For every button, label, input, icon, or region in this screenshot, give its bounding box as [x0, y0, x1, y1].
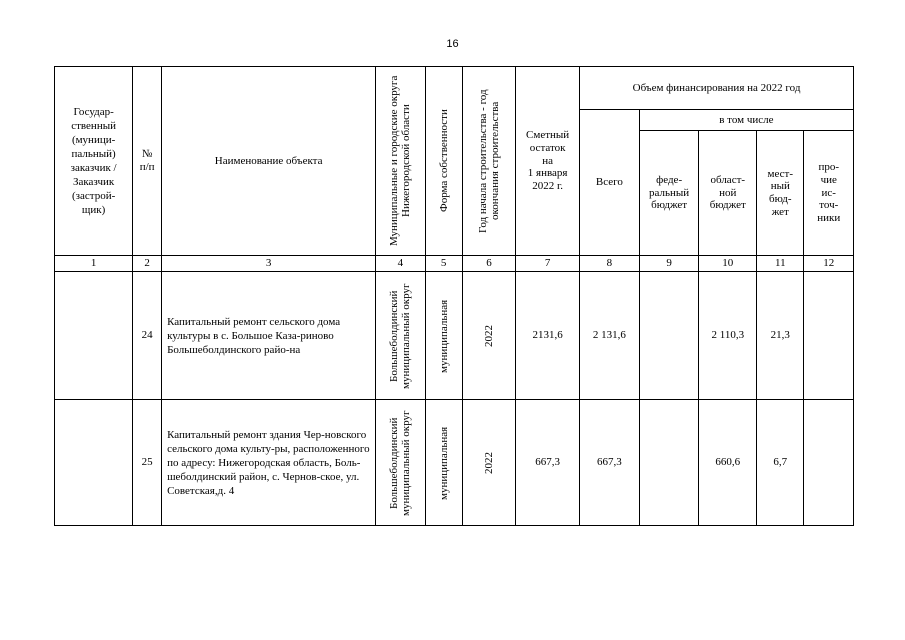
page-number: 16 [446, 38, 459, 50]
header-index [133, 67, 162, 256]
row-years-label: 2022 [482, 324, 495, 347]
column-number: 9 [639, 256, 699, 272]
row-object-name: Капитальный ремонт сельского дома культуры в с. Большое Каза-риново Большеболдинского райо-на [162, 272, 376, 400]
row-federal [639, 400, 699, 526]
row-index: 25 [133, 400, 162, 526]
header-customer [55, 67, 133, 256]
header-municipality [376, 67, 425, 256]
header-customer-label: Государ- ственный (муници- пальный) заказчик / Заказчик (застрой- щик) [70, 106, 117, 216]
header-years-label: Год начала строительства - год окончания строительства [476, 89, 501, 233]
header-total [580, 110, 640, 256]
column-number: 7 [516, 256, 580, 272]
header-ownership [425, 67, 462, 256]
column-number: 3 [162, 256, 376, 272]
column-number: 10 [699, 256, 757, 272]
row-years [462, 400, 516, 526]
header-total-label: Всего [595, 176, 623, 189]
header-funding-group-label: Объем финансирования на 2022 год [632, 81, 801, 94]
row-municipality [376, 272, 425, 400]
header-local-label: мест- ный бюд- жет [767, 167, 794, 218]
header-remainder [516, 67, 580, 256]
row-regional: 660,6 [699, 400, 757, 526]
row-remainder: 2131,6 [516, 272, 580, 400]
header-federal-label: феде- ральный бюджет [649, 174, 690, 212]
column-number: 6 [462, 256, 516, 272]
header-ownership-label: Форма собственности [437, 109, 450, 213]
header-federal [639, 131, 699, 256]
header-other-label: про- чие ис- точ- ники [817, 161, 841, 224]
row-municipality-label: Большеболдинский муниципальный округ [388, 282, 413, 389]
header-other [804, 131, 854, 256]
header-local [757, 131, 804, 256]
row-other [804, 272, 854, 400]
row-remainder: 667,3 [516, 400, 580, 526]
header-years [462, 67, 516, 256]
header-row-1 [55, 67, 854, 110]
row-federal [639, 272, 699, 400]
row-years-label: 2022 [482, 451, 495, 474]
row-ownership-label: муниципальная [437, 425, 450, 500]
header-regional [699, 131, 757, 256]
row-local: 6,7 [757, 400, 804, 526]
row-municipality [376, 400, 425, 526]
header-including [639, 110, 853, 131]
header-regional-label: област- ной бюджет [709, 174, 746, 212]
funding-table [54, 66, 854, 526]
column-number-row [55, 256, 854, 272]
column-number: 11 [757, 256, 804, 272]
column-number: 1 [55, 256, 133, 272]
row-object-name: Капитальный ремонт здания Чер-новского сельского дома культу-ры, расположенного по адресу: Нижегородская область, Боль-шеболдинский район, с. Чернов-ское, ул. Советская,д. 4 [162, 400, 376, 526]
column-number: 2 [133, 256, 162, 272]
row-other [804, 400, 854, 526]
row-customer [55, 400, 133, 526]
row-index: 24 [133, 272, 162, 400]
row-ownership [425, 272, 462, 400]
row-regional: 2 110,3 [699, 272, 757, 400]
row-customer [55, 272, 133, 400]
table-row [55, 272, 854, 400]
header-index-label: № п/п [139, 148, 155, 173]
column-number: 4 [376, 256, 425, 272]
row-years [462, 272, 516, 400]
header-object-name [162, 67, 376, 256]
table-row [55, 400, 854, 526]
header-including-label: в том числе [719, 113, 774, 126]
column-number: 12 [804, 256, 854, 272]
row-local: 21,3 [757, 272, 804, 400]
column-number: 8 [580, 256, 640, 272]
row-ownership-label: муниципальная [437, 298, 450, 373]
header-object-name-label: Наименование объекта [214, 154, 323, 167]
header-municipality-label: Муниципальные и городские округа Нижегородской области [388, 75, 413, 247]
header-remainder-label: Сметный остаток на 1 января 2022 г. [526, 129, 570, 192]
row-total: 667,3 [580, 400, 640, 526]
header-funding-group [580, 67, 854, 110]
column-number: 5 [425, 256, 462, 272]
row-ownership [425, 400, 462, 526]
row-municipality-label: Большеболдинский муниципальный округ [388, 409, 413, 516]
row-total: 2 131,6 [580, 272, 640, 400]
